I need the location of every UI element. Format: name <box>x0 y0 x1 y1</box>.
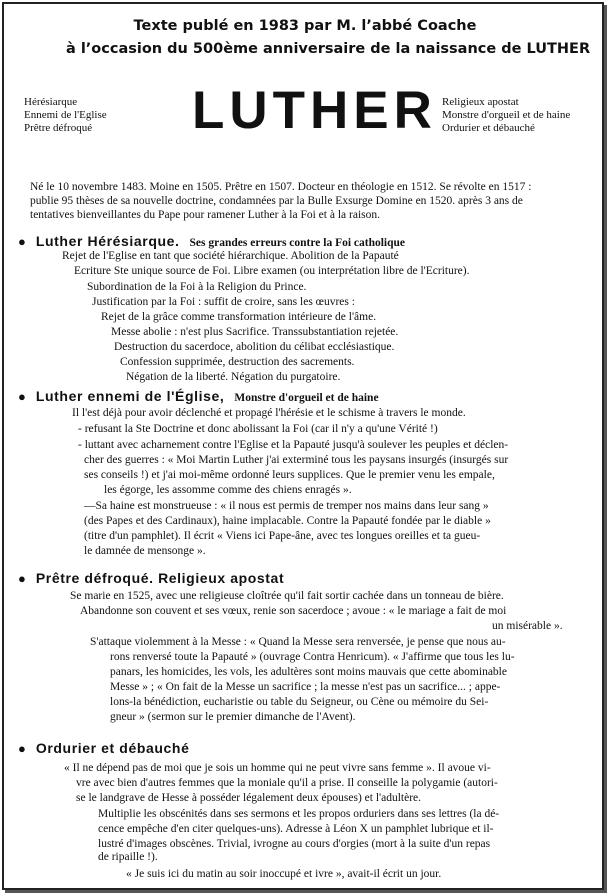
section-ordurier <box>18 740 199 757</box>
section-line: Multiplie les obscénités dans ses sermons et les propos orduriers dans ses lettres (la dé- <box>98 808 500 820</box>
section-line: cence empêche d'en citer quelques-uns). Adresse à Léon X un pamphlet lubrique et il- <box>98 823 494 835</box>
section-line: Messe abolie : n'est plus Sacrifice. Transsubstantiation rejetée. <box>111 326 399 338</box>
section-line: gneur » (sermon sur le premier dimanche de l'Avent). <box>110 711 356 723</box>
section-subtitle: Ses grandes erreurs contre la Foi catholique <box>189 237 406 249</box>
section-line: —Sa haine est monstrueuse : « il nous est permis de tremper nos mains dans leur sang » <box>84 500 489 512</box>
section-heresiarque <box>18 233 405 250</box>
bullet-icon: ● <box>18 571 26 586</box>
section-line: « Il ne dépend pas de moi que je sois un homme qui ne peut vivre sans femme ». Il avoue vi- <box>64 762 491 774</box>
section-line: lustré d'images obscènes. Trivial, ivrogne au cours d'orgies (mort à la suite d'un repas <box>98 838 491 850</box>
title-left-line: Prêtre défroqué <box>24 122 93 134</box>
section-line: (des Papes et des Cardinaux), haine implacable. Contre la Papauté fondée par le diable » <box>84 515 491 527</box>
bullet-icon: ● <box>18 234 26 249</box>
title-right-line: Religieux apostat <box>442 96 519 108</box>
section-line: - refusant la Ste Doctrine et donc abolissant la Foi (car il n'y a qu'une Vérité !) <box>78 423 438 435</box>
section-line: le damnée de mensonge ». <box>84 545 206 557</box>
header-line-2: à l’occasion du 500ème anniversaire de la naissance de LUTHER <box>66 41 591 57</box>
section-line: - luttant avec acharnement contre l'Eglise et la Papauté jusqu'à soulever les peuples et déclen- <box>78 439 509 451</box>
section-line: panars, les homicides, les vols, les adultères sont moins mauvais que cette abominable <box>110 666 507 678</box>
section-line: Rejet de la grâce comme transformation intérieure de l'âme. <box>101 311 377 323</box>
title-right-block <box>442 96 570 135</box>
section-line: Subordination de la Foi à la Religion du Prince. <box>87 281 307 293</box>
section-line: se le landgrave de Hesse à posséder légalement deux épouses) et l'adultère. <box>76 792 422 804</box>
section-ennemi <box>18 388 379 405</box>
section-title: Luther ennemi de l'Église, <box>35 388 225 404</box>
header-line-1: Texte publé en 1983 par M. l’abbé Coache <box>133 18 477 34</box>
section-line: ses conseils !) et j'ai moi-même ordonné leurs supplices. Que le premier venu les empale, <box>84 469 495 481</box>
section-title: Prêtre défroqué. Religieux apostat <box>35 570 285 586</box>
title-right-line: Monstre d'orgueil et de haine <box>442 109 571 121</box>
section-subtitle: Monstre d'orgueil et de haine <box>234 392 379 404</box>
section-line: de ripaille !). <box>98 851 158 863</box>
section-line: Justification par la Foi : suffit de croire, sans les œuvres : <box>92 296 355 308</box>
section-line: Destruction du sacerdoce, abolition du célibat ecclésiastique. <box>114 341 395 353</box>
intro-line: tentatives bienveillantes du Pape pour ramener Luther à la Foi et à la raison. <box>30 209 380 221</box>
bullet-icon: ● <box>18 389 26 404</box>
section-line: les égorge, les assomme comme des chiens enragés ». <box>104 484 352 496</box>
section-line: Négation de la liberté. Négation du purgatoire. <box>126 371 341 383</box>
section-title: Luther Hérésiarque. <box>35 233 180 249</box>
title-left-line: Hérésiarque <box>24 96 78 108</box>
bullet-icon: ● <box>18 741 26 756</box>
title-right-line: Ordurier et débauché <box>442 122 535 134</box>
intro-line: publie 95 thèses de sa nouvelle doctrine, condamnées par la Bulle Exsurge Domine en 1520. après 3 ans de <box>30 195 523 207</box>
section-line: rons renversé toute la Papauté » (ouvrage Contra Henricum). « J'affirme que tous les lu- <box>110 651 515 663</box>
section-line: Il l'est déjà pour avoir déclenché et propagé l'hérésie et le schisme à travers le monde. <box>72 407 466 419</box>
title-left-block <box>24 96 107 135</box>
section-line: S'attaque violemment à la Messe : « Quand la Messe sera renversée, je pense que nous au- <box>90 636 506 648</box>
section-line: cher des guerres : « Moi Martin Luther j'ai exterminé tous les paysans insurgés (insurgés sur <box>84 454 509 466</box>
section-line: « Je suis ici du matin au soir inoccupé et ivre », avait-il écrit un jour. <box>126 868 442 880</box>
section-line: Confession supprimée, destruction des sacrements. <box>120 356 355 368</box>
section-pretre-defroque <box>18 570 294 587</box>
intro-paragraph <box>30 180 596 222</box>
title-left-line: Ennemi de l'Eglise <box>24 109 107 121</box>
section-line: Rejet de l'Eglise en tant que société hiérarchique. Abolition de la Papauté <box>62 250 399 262</box>
section-line: un misérable ». <box>492 620 563 632</box>
section-line: (titre d'un pamphlet). Il écrit « Viens ici Pape-âne, avec tes longues oreilles et ta gueu- <box>84 530 481 542</box>
main-title: LUTHER <box>192 81 437 140</box>
section-line: Ecriture Ste unique source de Foi. Libre examen (ou interprétation libre de l'Ecriture). <box>74 265 470 277</box>
section-line: Messe » ; « On fait de la Messe un sacrifice ; la messe n'est pas un sacrifice... ; appe- <box>110 681 501 693</box>
section-line: vre avec bien d'autres femmes que la moniale qu'il a prise. Il conseille la polygamie (autori- <box>76 777 498 789</box>
section-line: Se marie en 1525, avec une religieuse cloîtrée qu'il fait sortir cachée dans un tonneau de bière. <box>70 590 504 602</box>
intro-line: Né le 10 novembre 1483. Moine en 1505. Prêtre en 1507. Docteur en théologie en 1512. Se révolte en 1517 : <box>30 181 532 193</box>
section-title: Ordurier et débauché <box>35 740 190 756</box>
section-line: lons-la bénédiction, eucharistie ou table du Seigneur, ou Cène ou mémoire du Sei- <box>110 696 489 708</box>
section-line: Abandonne son couvent et ses vœux, renie son sacerdoce ; avoue : « le mariage a fait de moi <box>80 605 507 617</box>
